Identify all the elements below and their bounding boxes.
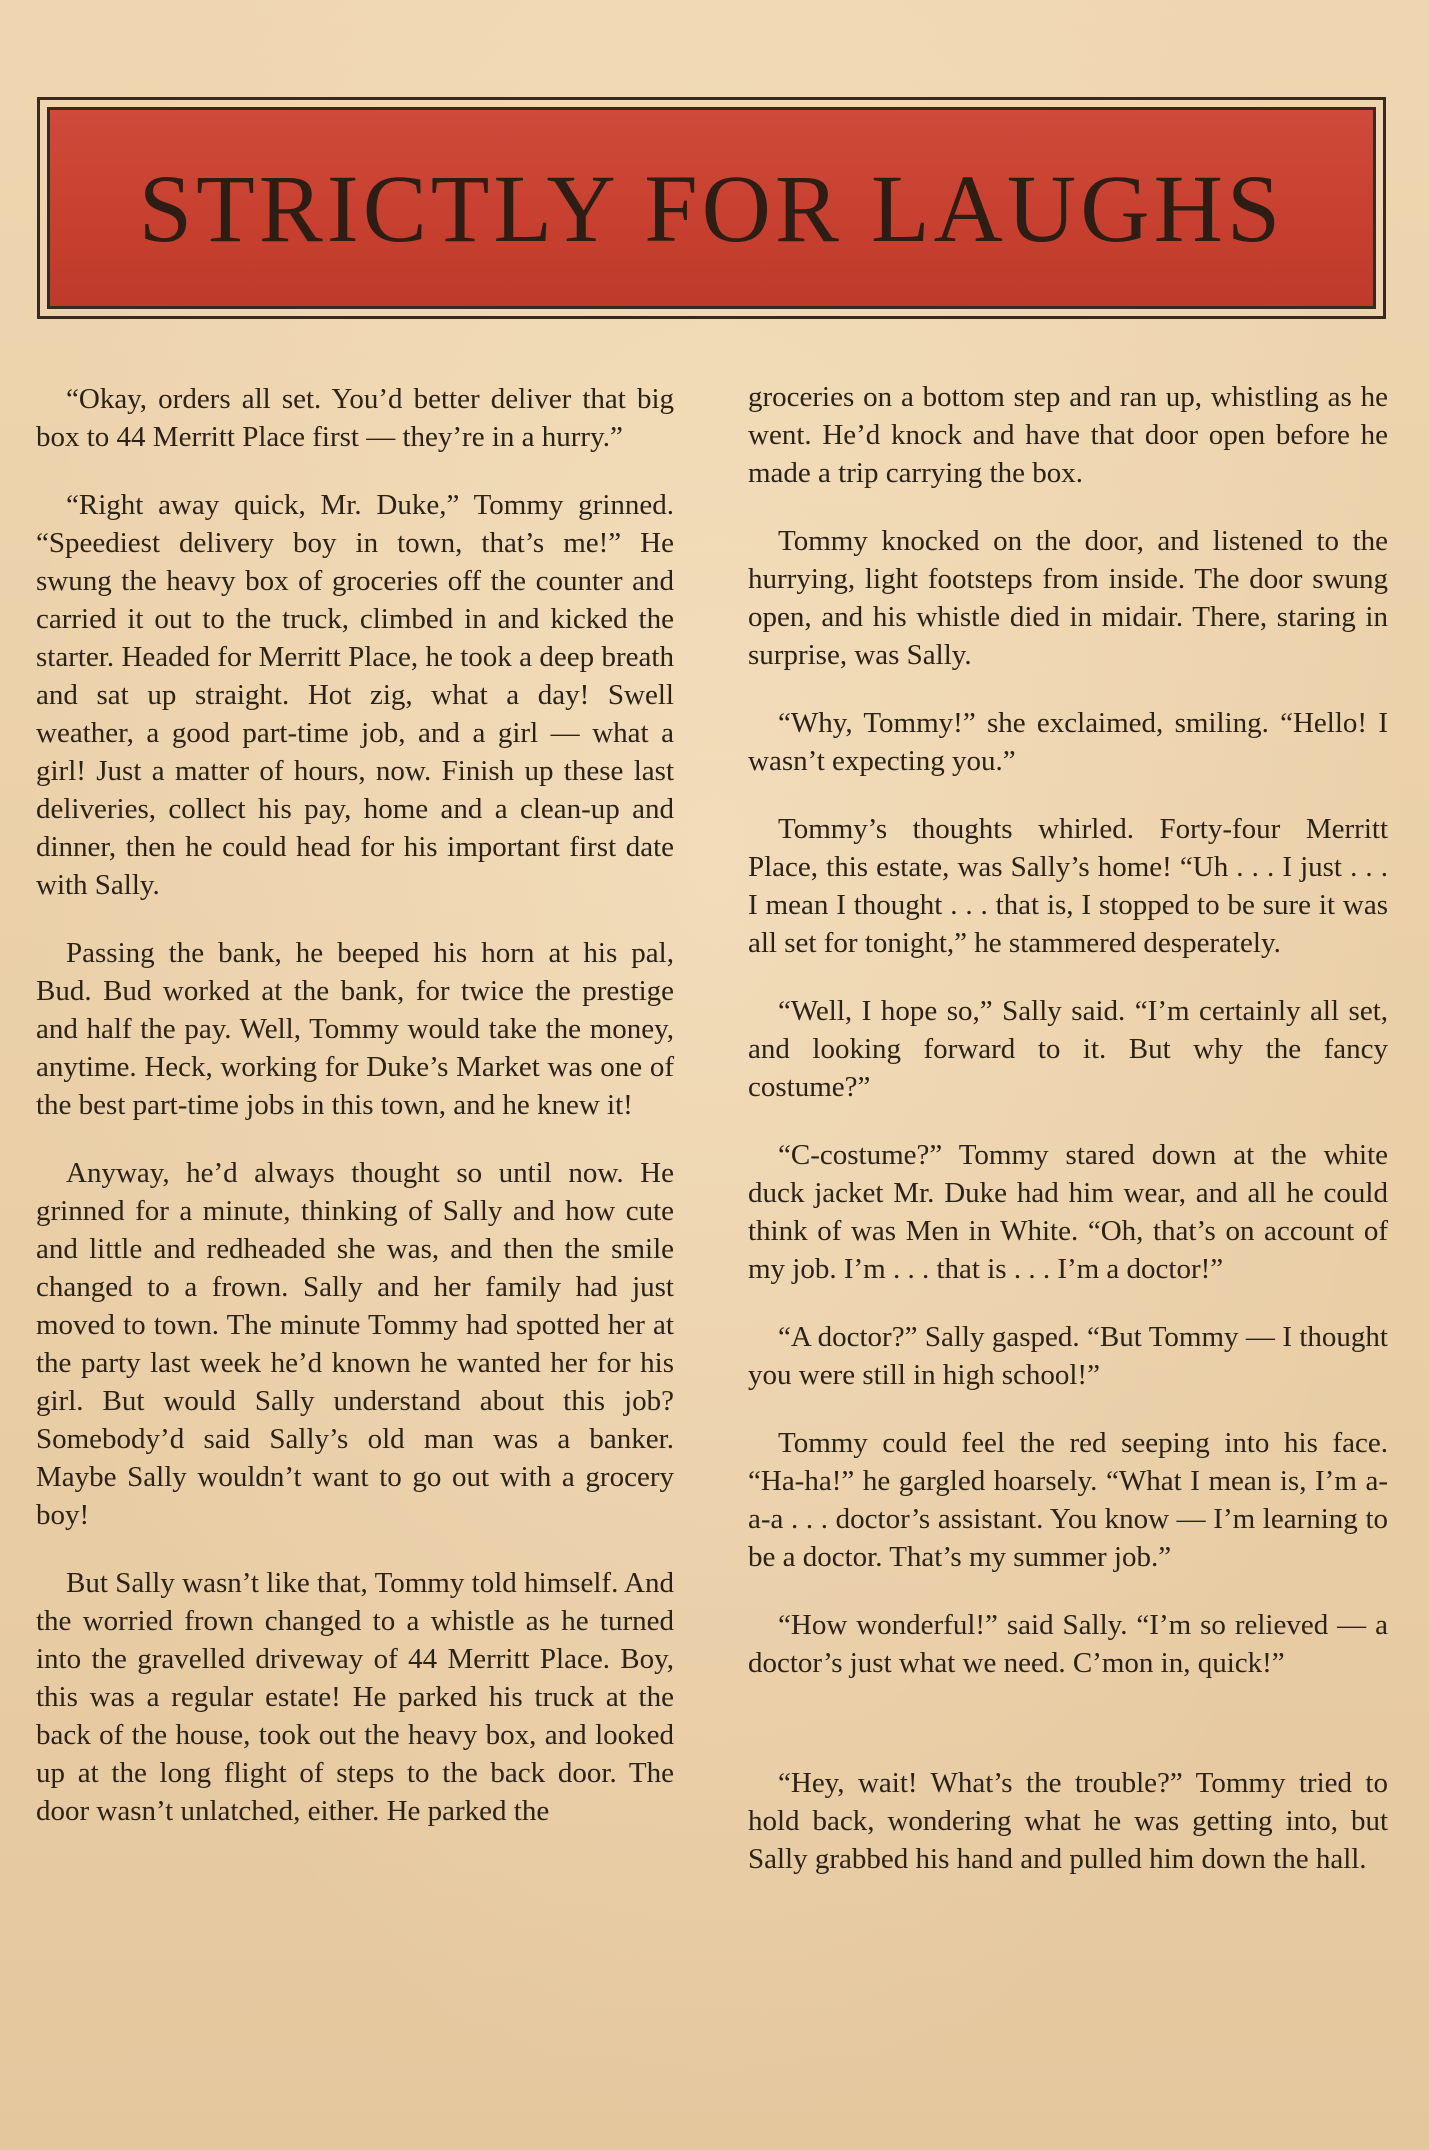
paragraph: “A doctor?” Sally gasped. “But Tommy — I thought you were still in high school!” — [748, 1321, 1388, 1391]
paragraph: “Why, Tommy!” she exclaimed, smiling. “Hello! I wasn’t expecting you.” — [748, 707, 1388, 777]
paragraph: Tommy knocked on the door, and listened to the hurrying, light footsteps from inside. The door swung open, and his whistle died in midair. There, staring in surprise, was Sally. — [748, 525, 1388, 671]
paragraph: “C-costume?” Tommy stared down at the white duck jacket Mr. Duke had him wear, and all he could think of was Men in White. “Oh, that’s on account of my job. I’m . . . that is . . . I’m a doctor!” — [748, 1139, 1388, 1285]
paragraph: “How wonderful!” said Sally. “I’m so relieved — a doctor’s just what we need. C’mon in, quick!” — [748, 1609, 1388, 1679]
paragraph: Tommy’s thoughts whirled. Forty-four Merritt Place, this estate, was Sally’s home! “Uh . . . I just . . . I mean I thought . . . that is, I stopped to be sure it was all set for tonight,” he stammered desperately. — [748, 813, 1388, 959]
title-banner-panel — [47, 107, 1376, 309]
story-title: STRICTLY FOR LAUGHS — [138, 154, 1285, 262]
paragraph: groceries on a bottom step and ran up, whistling as he went. He’d knock and have that door open before he made a trip carrying the box. — [748, 381, 1388, 489]
paragraph: But Sally wasn’t like that, Tommy told himself. And the worried frown changed to a whistle as he turned into the gravelled driveway of 44 Merritt Place. Boy, this was a regular estate! He parked his truck at the back of the house, took out the heavy box, and looked up at the long flight of steps to the back door. The door wasn’t unlatched, either. He parked the — [36, 1567, 674, 1827]
left-column — [36, 380, 674, 1860]
paragraph: “Right away quick, Mr. Duke,” Tommy grinned. “Speediest delivery boy in town, that’s me!” He swung the heavy box of groceries off the counter and carried it out to the truck, climbed in and kicked the starter. Headed for Merritt Place, he took a deep breath and sat up straight. Hot zig, what a day! Swell weather, a good part-time job, and a girl — what a girl! Just a matter of hours, now. Finish up these last deliveries, collect his pay, home and a clean-up and dinner, then he could head for his important first date with Sally. — [36, 489, 674, 901]
title-banner — [37, 97, 1386, 319]
paragraph: Anyway, he’d always thought so until now. He grinned for a minute, thinking of Sally and how cute and little and redheaded she was, and then the smile changed to a frown. Sally and her family had just moved to town. The minute Tommy had spotted her at the party last week he’d known he wanted her for his girl. But would Sally understand about this job? Somebody’d said Sally’s old man was a banker. Maybe Sally wouldn’t want to go out with a grocery boy! — [36, 1157, 674, 1531]
paragraph: Tommy could feel the red seeping into his face. “Ha-ha!” he gargled hoarsely. “What I mean is, I’m a-a-a . . . doctor’s assistant. You know — I’m learning to be a doctor. That’s my summer job.” — [748, 1427, 1388, 1573]
paragraph: “Well, I hope so,” Sally said. “I’m certainly all set, and looking forward to it. But why the fancy costume?” — [748, 995, 1388, 1103]
paragraph: “Okay, orders all set. You’d better deliver that big box to 44 Merritt Place first — they’re in a hurry.” — [36, 383, 674, 453]
paragraph: “Hey, wait! What’s the trouble?” Tommy tried to hold back, wondering what he was getting into, but Sally grabbed his hand and pulled him down the hall. — [748, 1767, 1388, 1875]
paragraph: Passing the bank, he beeped his horn at his pal, Bud. Bud worked at the bank, for twice the prestige and half the pay. Well, Tommy would take the money, anytime. Heck, working for Duke’s Market was one of the best part-time jobs in this town, and he knew it! — [36, 937, 674, 1121]
right-column — [748, 378, 1388, 1908]
